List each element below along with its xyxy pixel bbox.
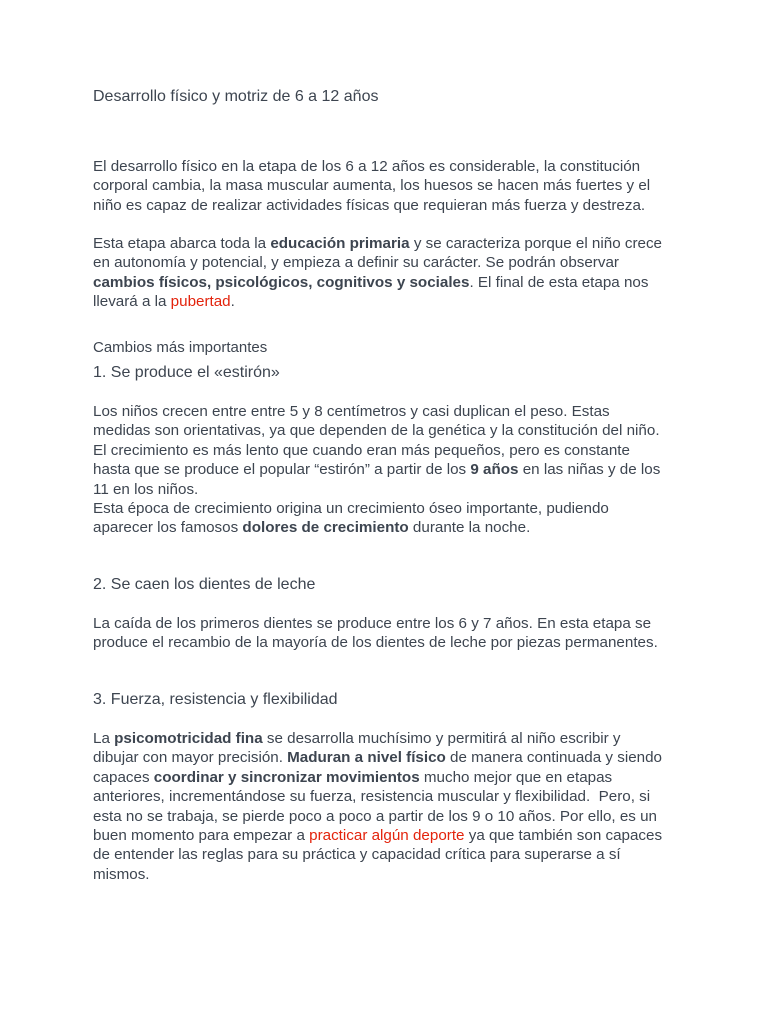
section3-line: anteriores, incrementándose su fuerza, resistencia muscular y flexibilidad. Pero, si [93,788,651,806]
section1-heading: 1. Se produce el «estirón» [93,364,280,381]
stage-line: en autonomía y potencial, y empieza a definir su carácter. Se podrán observar [93,254,619,272]
stage-text: . [230,293,235,311]
section3-text: se desarrolla muchísimo y permitirá al niño escribir y [262,730,621,747]
practice-sport-link[interactable]: practicar algún deporte [309,827,465,845]
section1-line [93,460,693,479]
section3-text: ya que también son capaces [464,827,663,845]
section1-text: hasta que se produce el popular “estirón” a partir de los [93,461,471,479]
section3-text: dibujar con mayor precisión. [93,749,288,767]
section3-text: capaces [93,768,154,786]
section3-line [93,826,693,845]
stage-line [93,273,693,292]
section1-line: medidas son orientativas, ya que dependen de la genética y la constitución del niño. [93,422,660,440]
intro-line: niño es capaz de realizar actividades físicas que requieran más fuerza y destreza. [93,196,646,214]
stage-line [93,292,693,311]
stage-line [93,234,693,253]
section1-line: Los niños crecen entre entre 5 y 8 centímetros y casi duplican el peso. Estas [93,403,610,420]
section3-paragraph [93,729,693,884]
intro-line: corporal cambia, la masa muscular aumenta, los huesos se hacen más fuertes y el [93,177,651,195]
section3-bold-mature: Maduran a nivel físico [287,749,446,767]
section3-line: esta no se trabaja, se pierde poco a poco a partir de los 9 o 10 años. Por ello, es un [93,807,657,825]
section1-line: 11 en los niños. [93,480,199,498]
section2-line: produce el recambio de la mayoría de los dientes de leche por piezas permanentes. [93,634,658,652]
section3-text: buen momento para empezar a [93,827,310,845]
stage-text: llevará a la [93,293,171,311]
section3-text: mucho mejor que en etapas [419,768,613,786]
section2-heading: 2. Se caen los dientes de leche [93,576,316,593]
section1-text: durante la noche. [408,519,531,537]
pubertad-link[interactable]: pubertad [170,293,231,311]
stage-text: y se caracteriza porque el niño crece [409,235,663,252]
section3-bold-coordinate: coordinar y sincronizar movimientos [153,768,420,786]
section1-text: aparecer los famosos [93,519,243,537]
stage-text: . El final de esta etapa nos [469,273,649,291]
section3-bold-psychomotor: psicomotricidad fina [114,730,263,747]
stage-bold-changes: cambios físicos, psicológicos, cognitivos y sociales [93,273,470,291]
section3-text: de manera continuada y siendo [445,749,662,767]
section3-line: mismos. [93,865,150,883]
section1-text: en las niñas y de los [518,461,661,479]
section3-line: de entender las reglas para su práctica y capacidad crítica para superarse a sí [93,846,621,864]
stage-text: Esta etapa abarca toda la [93,235,271,252]
intro-paragraph [93,157,693,215]
section3-line [93,748,693,767]
section3-line [93,768,693,787]
stage-bold-education: educación primaria [270,235,410,252]
section1-line [93,518,693,537]
section1-bold-pains: dolores de crecimiento [242,519,409,537]
section1-bold-age: 9 años [470,461,519,479]
section2-paragraph [93,614,693,653]
section3-line [93,729,693,748]
intro-line: El desarrollo físico en la etapa de los 6 a 12 años es considerable, la constitución [93,158,641,175]
changes-heading: Cambios más importantes [93,339,268,356]
section1-line: Esta época de crecimiento origina un crecimiento óseo importante, pudiendo [93,500,609,518]
section2-line: La caída de los primeros dientes se produce entre los 6 y 7 años. En esta etapa se [93,615,652,632]
document-title: Desarrollo físico y motriz de 6 a 12 años [93,88,379,105]
stage-paragraph [93,234,693,312]
section3-heading: 3. Fuerza, resistencia y flexibilidad [93,691,338,708]
section1-paragraph [93,402,693,538]
section1-line: El crecimiento es más lento que cuando eran más pequeños, pero es constante [93,441,630,459]
section3-text: La [93,730,115,747]
